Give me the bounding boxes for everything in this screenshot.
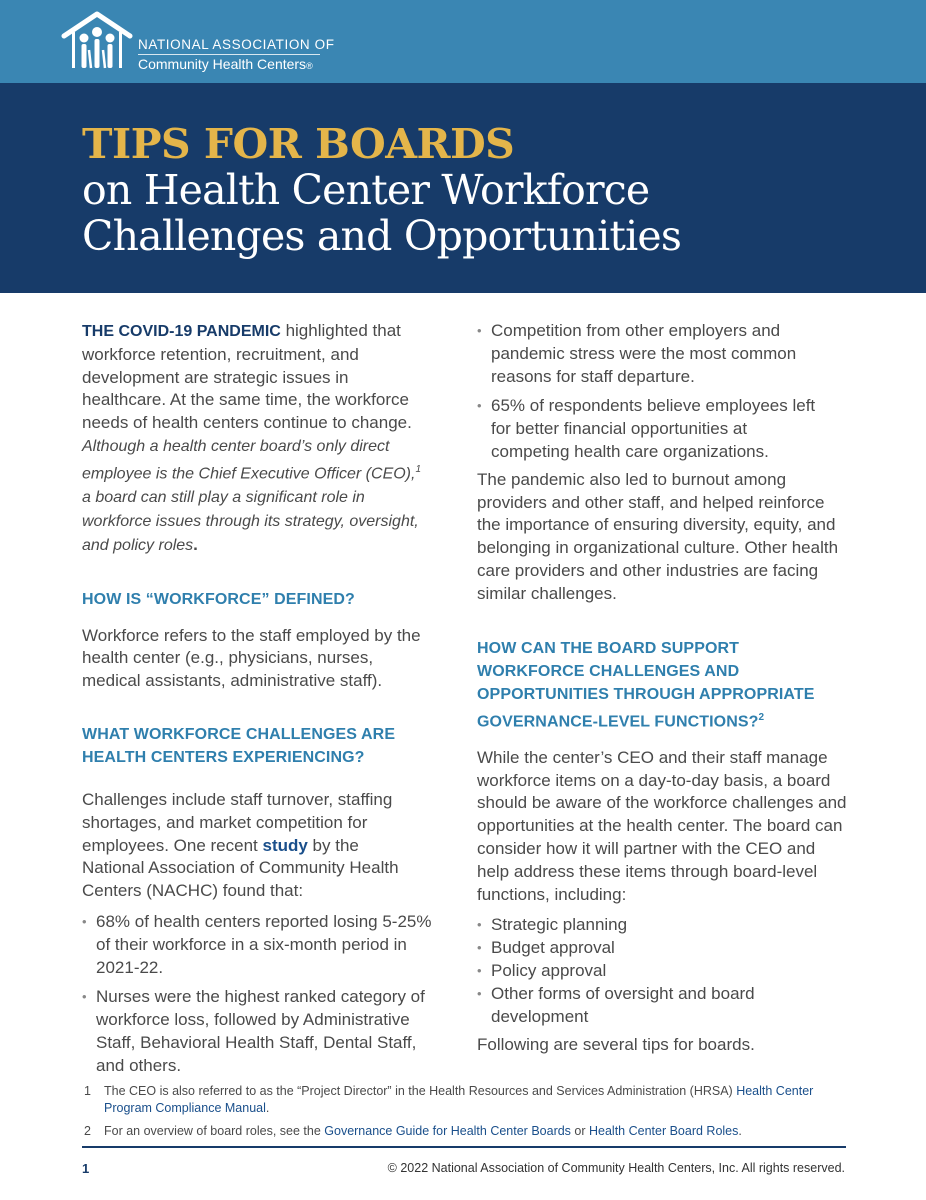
footnote-end: . — [738, 1124, 742, 1138]
findings-list-right — [477, 320, 817, 464]
registered-mark: ® — [306, 61, 313, 71]
org-name-line1: NATIONAL ASSOCIATION OF — [138, 37, 335, 52]
page-title-line2: on Health Center Workforce — [82, 166, 650, 214]
challenges-text-a: Challenges include staff turnover, staffing shortages, and market competition for employees. One recent — [82, 790, 393, 855]
heading-board-support-text: HOW CAN THE BOARD SUPPORT WORKFORCE CHALLENGES AND OPPORTUNITIES THROUGH APPROPRIATE GOVERNANCE-LEVEL FUNCTIONS? — [477, 639, 815, 730]
pandemic-paragraph: The pandemic also led to burnout among providers and other staff, and helped reinforce the importance of ensuring diversity, equity, and belonging in organizational culture. Other health care providers and other industries are facing similar challenges. — [477, 469, 839, 603]
footnote-end: . — [265, 1101, 270, 1115]
compliance-manual-link[interactable]: Health Center Program Compliance Manual — [104, 1084, 814, 1115]
heading-workforce-challenges: WHAT WORKFORCE CHALLENGES ARE HEALTH CENTERS EXPERIENCING? — [82, 726, 396, 767]
list-item: • 65% of respondents believe employees left for better financial opportunities at competing health care organizations. — [477, 395, 817, 463]
left-column — [82, 320, 452, 1085]
list-item: • Nurses were the highest ranked category of workforce loss, followed by Administrative Staff, Behavioral Health Staff, Dental Staff, and others. — [82, 986, 438, 1077]
footnote-mid: or — [570, 1124, 589, 1138]
logo-divider — [138, 54, 320, 55]
intro-end: . — [193, 534, 198, 554]
footnote-text: For an overview of board roles, see the — [104, 1124, 325, 1138]
footnote-ref-2: 2 — [758, 711, 765, 723]
footnote-text: The CEO is also referred to as the “Project Director” in the Health Resources and Services Administration (HRSA) — [104, 1084, 737, 1098]
org-name-text: Community Health Centers — [138, 56, 307, 72]
intro-lead: THE COVID-19 PANDEMIC — [82, 323, 281, 340]
top-bar — [0, 0, 926, 83]
defined-paragraph: Workforce refers to the staff employed by the health center (e.g., physicians, nurses, medical assistants, administrative staff). — [82, 625, 421, 691]
right-column — [477, 320, 847, 1057]
board-functions-list — [477, 914, 807, 1028]
page-title-accent: TIPS FOR BOARDS — [82, 120, 515, 168]
list-item: • Budget approval — [477, 937, 807, 960]
list-item: • Other forms of oversight and board development — [477, 983, 807, 1029]
findings-list-left — [82, 911, 438, 1078]
intro-italic-b: a board can still play a significant role in workforce issues through its strategy, oversight, and policy roles — [82, 489, 419, 554]
org-name-line2 — [138, 56, 313, 72]
page-number: 1 — [82, 1161, 90, 1176]
heading-board-support — [477, 637, 847, 733]
list-item: • Competition from other employers and pandemic stress were the most common reasons for staff departure. — [477, 320, 817, 388]
support-paragraph: While the center’s CEO and their staff manage workforce items on a day-to-day basis, a board should be aware of the workforce challenges and opportunities at the health center. The board can consider how it will partner with the CEO and help address these items through board-level functions, including: — [477, 747, 847, 904]
challenges-text-b: by the National Association of Community Health Centers (NACHC) found that: — [82, 835, 399, 901]
intro-paragraph — [82, 320, 422, 558]
list-item: • 68% of health centers reported losing 5-25% of their workforce in a six-month period in 2021-22. — [82, 911, 438, 979]
governance-guide-link[interactable]: Governance Guide for Health Center Boards — [324, 1124, 571, 1138]
nachc-logo — [60, 10, 350, 76]
copyright-notice: © 2022 National Association of Community Health Centers, Inc. All rights reserved. — [387, 1161, 845, 1175]
challenges-paragraph — [82, 789, 422, 903]
house-logo-icon — [60, 10, 134, 72]
list-item: • Policy approval — [477, 960, 807, 983]
heading-workforce-defined: HOW IS “WORKFORCE” DEFINED? — [82, 590, 355, 608]
footnote-1 — [82, 1083, 846, 1117]
footnotes — [82, 1083, 846, 1146]
intro-italic-a: Although a health center board’s only direct employee is the Chief Executive Officer (CEO), — [82, 437, 416, 483]
list-item: • Strategic planning — [477, 914, 807, 937]
intro-text: highlighted that workforce retention, recruitment, and development are strategic issues in healthcare. At the same time, the workforce needs of health centers continue to change. — [82, 321, 412, 433]
study-link[interactable]: study — [262, 835, 308, 855]
footnote-number: 1 — [84, 1084, 91, 1098]
footnote-ref-1: 1 — [415, 463, 422, 475]
footnote-number: 2 — [84, 1124, 91, 1138]
footer-divider — [82, 1146, 846, 1148]
board-roles-link[interactable]: Health Center Board Roles — [589, 1124, 739, 1138]
page-title-line3: Challenges and Opportunities — [82, 212, 682, 260]
footnote-2 — [82, 1123, 846, 1140]
closing-paragraph: Following are several tips for boards. — [477, 1035, 755, 1055]
